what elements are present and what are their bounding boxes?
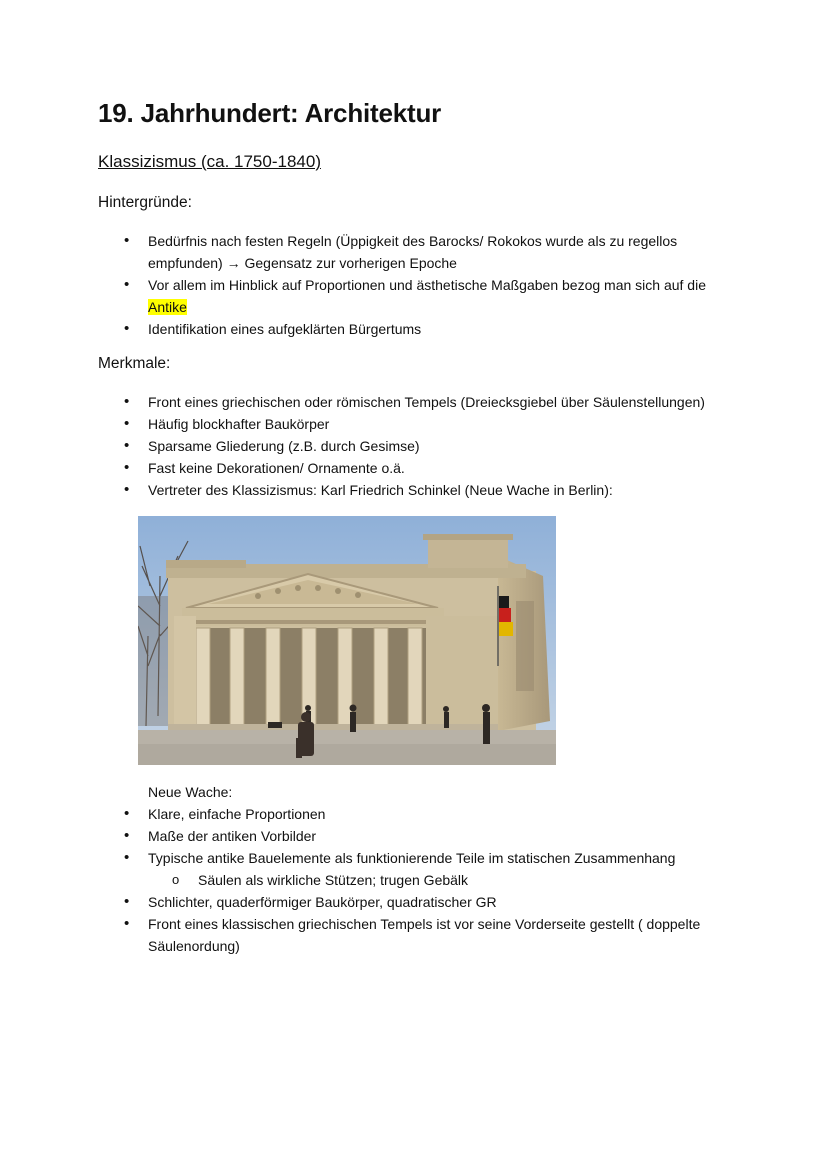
sub-list-item: o Säulen als wirkliche Stützen; trugen Gebälk <box>98 869 718 891</box>
neue-wache-list <box>98 781 718 957</box>
list-item <box>98 230 718 274</box>
neue-wache-label: Neue Wache: <box>148 784 233 800</box>
page-title: 19. Jahrhundert: Architektur <box>98 98 442 128</box>
list-item: • Sparsame Gliederung (z.B. durch Gesimse) <box>98 435 718 457</box>
list-item: • Typische antike Bauelemente als funktionierende Teile im statischen Zusammenhang <box>98 847 718 869</box>
highlighted-text: Antike <box>148 299 187 315</box>
list-item <box>98 913 718 957</box>
building-photo-illustration <box>138 516 556 765</box>
list-item: • Front eines griechischen oder römischen Tempels (Dreiecksgiebel über Säulenstellungen) <box>98 391 718 413</box>
merkmale-list <box>98 391 718 501</box>
list-item-text: Bedürfnis nach festen Regeln (Üppigkeit des Barocks/ Rokokos wurde als zu regellos <box>148 233 678 249</box>
list-item-text: Front eines klassischen griechischen Tempels ist vor seine Vorderseite gestellt ( doppelte <box>148 916 701 932</box>
list-item-text: Säulenordung) <box>148 938 240 954</box>
list-item: • Maße der antiken Vorbilder <box>98 825 718 847</box>
list-item <box>98 274 718 318</box>
list-item: • Vertreter des Klassizismus: Karl Friedrich Schinkel (Neue Wache in Berlin): <box>98 479 718 501</box>
list-item: • Häufig blockhafter Baukörper <box>98 413 718 435</box>
hintergruende-list <box>98 230 718 340</box>
list-item: • Klare, einfache Proportionen <box>98 803 718 825</box>
list-item-text: Vor allem im Hinblick auf Proportionen und ästhetische Maßgaben bezog man sich auf die <box>148 277 706 293</box>
list-item: • Schlichter, quaderförmiger Baukörper, quadratischer GR <box>98 891 718 913</box>
neue-wache-building-photo <box>138 516 556 765</box>
list-item-text: empfunden) → Gegensatz zur vorherigen Epoche <box>148 255 457 271</box>
merkmale-label: Merkmale: <box>98 355 171 372</box>
section-subtitle: Klassizismus (ca. 1750-1840) <box>98 152 321 171</box>
list-item: • Fast keine Dekorationen/ Ornamente o.ä. <box>98 457 718 479</box>
list-item-text: Identifikation eines aufgeklärten Bürgertums <box>148 321 422 337</box>
hintergruende-label: Hintergründe: <box>98 194 192 211</box>
list-item <box>98 318 718 340</box>
